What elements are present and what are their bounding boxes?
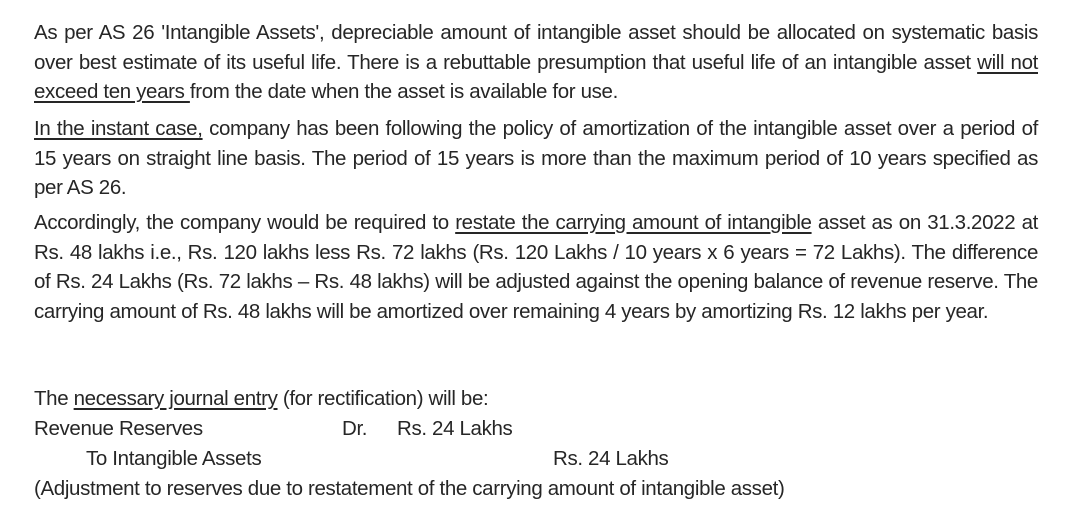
paragraph-text: The — [34, 387, 74, 410]
journal-debit-account: Revenue Reserves — [34, 417, 203, 440]
paragraph-text: from the date when the asset is available for use. — [189, 80, 618, 103]
underlined-phrase: will not exceed ten years — [34, 50, 1038, 103]
paragraph-as26-rule — [34, 18, 1038, 107]
paragraph-text: (for rectification) will be: — [277, 387, 489, 410]
journal-entry-intro — [34, 384, 1038, 414]
journal-credit-amount: Rs. 24 Lakhs — [553, 447, 669, 470]
paragraph-text: As per AS 26 'Intangible Assets', depreciable amount of intangible asset should be allocated on systematic basis over best estimate of its useful life. There is a rebuttable presumption that useful life of an intangible asset — [34, 21, 1038, 74]
paragraph-instant-case — [34, 114, 1038, 203]
paragraph-restatement — [34, 208, 1038, 326]
paragraph-text: asset as on 31.3.2022 at Rs. 48 lakhs i.e., Rs. 120 lakhs less Rs. 72 lakhs (Rs. 120 Lakhs / 10 years x 6 years = 72 Lakhs). The difference of Rs. 24 Lakhs (Rs. 72 lakhs – Rs. 48 lakhs) will be adjusted against the opening balance of revenue reserve. The carrying amount of Rs. 48 lakhs will be amortized over remaining 4 years by amortizing Rs. 12 lakhs per year. — [34, 211, 1038, 323]
journal-debit-amount: Rs. 24 Lakhs — [397, 417, 513, 440]
journal-narration: (Adjustment to reserves due to restatement of the carrying amount of intangible asset) — [34, 477, 785, 500]
underlined-phrase: In the instant case, — [34, 117, 203, 140]
journal-credit-account: To Intangible Assets — [86, 447, 262, 470]
paragraph-text: Accordingly, the company would be required to — [34, 211, 456, 234]
journal-dr-marker: Dr. — [342, 417, 368, 440]
underlined-phrase: necessary journal entry — [73, 387, 278, 410]
paragraph-text: company has been following the policy of amortization of the intangible asset over a period of 15 years on straight line basis. The period of 15 years is more than the maximum period of 10 years specified as per AS 26. — [34, 117, 1038, 199]
underlined-phrase: restate the carrying amount of intangible — [455, 211, 812, 234]
